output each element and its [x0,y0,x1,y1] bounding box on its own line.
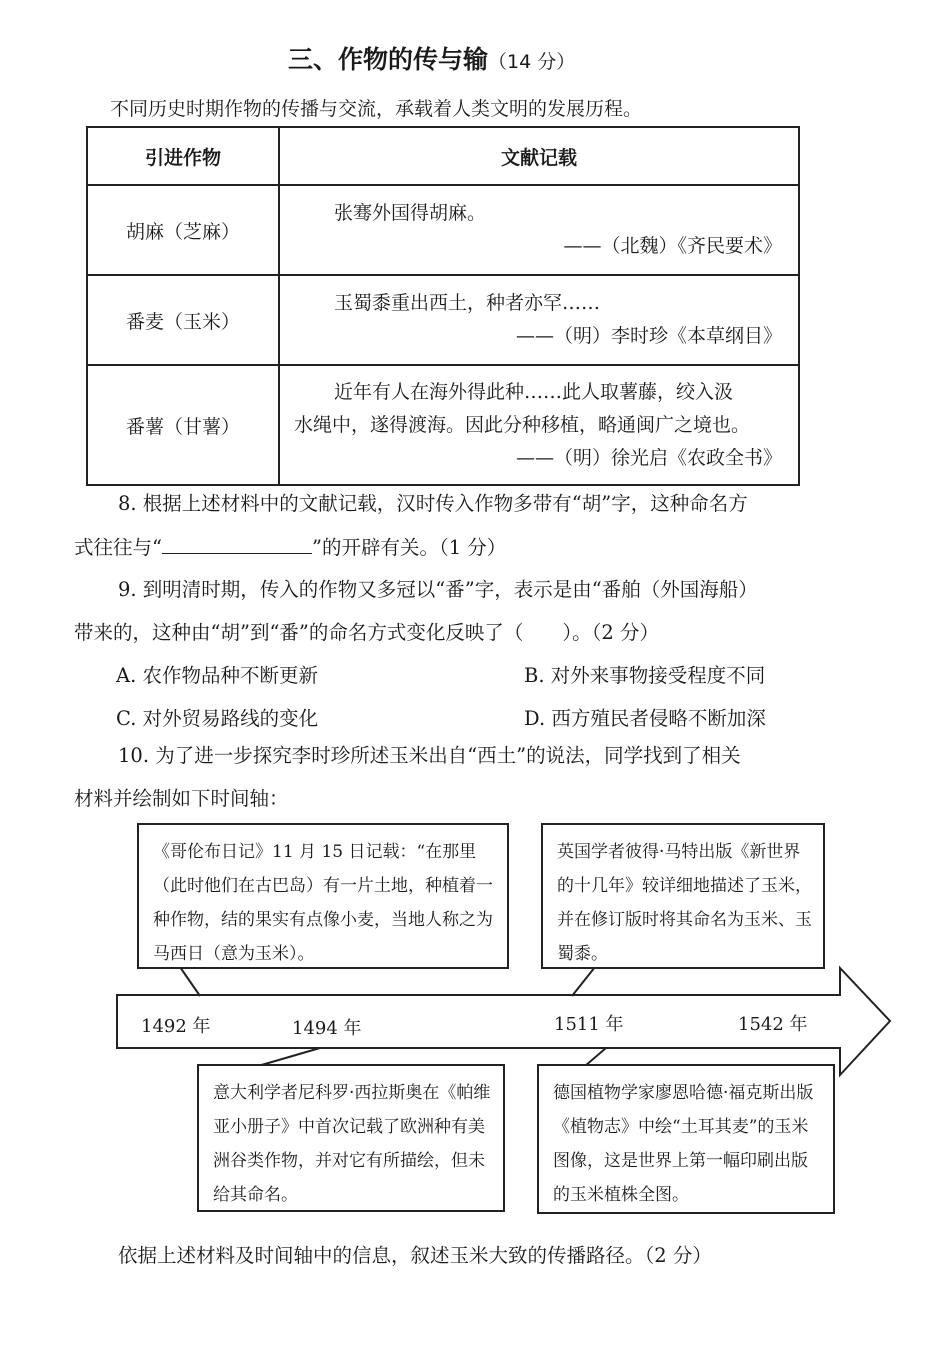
final-question: 依据上述材料及时间轴中的信息，叙述玉米大致的传播路径。（2 分） [118,1244,712,1267]
record-source: ——（北魏）《齐民要术》 [563,235,782,257]
crop-cell: 番薯（甘薯） [87,365,279,485]
timeline-box-1492: 《哥伦布日记》11 月 15 日记载：“在那里（此时他们在古巴岛）有一片土地，种植着一种作物，结的果实有点像小麦，当地人称之为马西日（意为玉米）。 [137,823,509,969]
record-source: ——（明）李时珍《本草纲目》 [515,325,782,347]
year-1492: 1492 年 [141,1016,211,1037]
q9-option-a[interactable]: A. 农作物品种不断更新 [116,664,318,687]
record-text: 玉蜀黍重出西土，种者亦罕…… [334,292,601,314]
header-records: 文献记载 [279,127,799,185]
section-title: 三、作物的传与输（14 分） [288,45,576,74]
year-1542: 1542 年 [738,1014,808,1035]
connector-1511 [572,967,595,996]
q10-line2: 材料并绘制如下时间轴： [74,787,289,810]
q8-line2: 式往往与“ ”的开辟有关。（1 分） [74,532,506,560]
record-text: 张骞外国得胡麻。 [334,202,487,224]
header-crop: 引进作物 [87,127,279,185]
record-source: ——（明）徐光启《农政全书》 [515,446,782,469]
timeline-box-1542: 德国植物学家廖恩哈德·福克斯出版《植物志》中绘“土耳其麦”的玉米图像，这是世界上第一幅印刷出版的玉米植株全图。 [537,1064,835,1214]
record-text-line1: 近年有人在海外得此种……此人取薯藤，绞入汲 [334,380,734,403]
record-text-line2: 水绳中，遂得渡海。因此分种移植，略通闽广之境也。 [294,413,751,436]
q9-option-c[interactable]: C. 对外贸易路线的变化 [116,707,319,730]
q9-option-d[interactable]: D. 西方殖民者侵略不断加深 [524,707,766,730]
crop-cell: 胡麻（芝麻） [87,185,279,275]
section-intro: 不同历史时期作物的传播与交流，承载着人类文明的发展历程。 [110,98,643,120]
year-1511: 1511 年 [554,1014,624,1035]
q9-option-b[interactable]: B. 对外来事物接受程度不同 [524,664,766,687]
timeline-box-1494: 意大利学者尼科罗·西拉斯奥在《帕维亚小册子》中首次记载了欧洲种有美洲谷类作物，并对它有所描绘，但未给其命名。 [197,1064,505,1212]
section-points: （14 分） [488,51,576,73]
q8-line1: 8. 根据上述材料中的文献记载，汉时传入作物多带有“胡”字，这种命名方 [118,492,748,515]
q9-line2: 带来的，这种由“胡”到“番”的命名方式变化反映了（ ）。（2 分） [74,621,659,644]
q10-line1: 10. 为了进一步探究李时珍所述玉米出自“西土”的说法，同学找到了相关 [118,744,741,767]
timeline-box-1511: 英国学者彼得·马特出版《新世界的十几年》较详细地描述了玉米，并在修订版时将其命名为玉米、玉蜀黍。 [541,823,825,969]
connector-1492 [180,967,200,996]
year-1494: 1494 年 [292,1018,362,1039]
q9-line1: 9. 到明清时期，传入的作物又多冠以“番”字，表示是由“番舶（外国海船） [118,578,758,601]
crop-cell: 番麦（玉米） [87,275,279,365]
